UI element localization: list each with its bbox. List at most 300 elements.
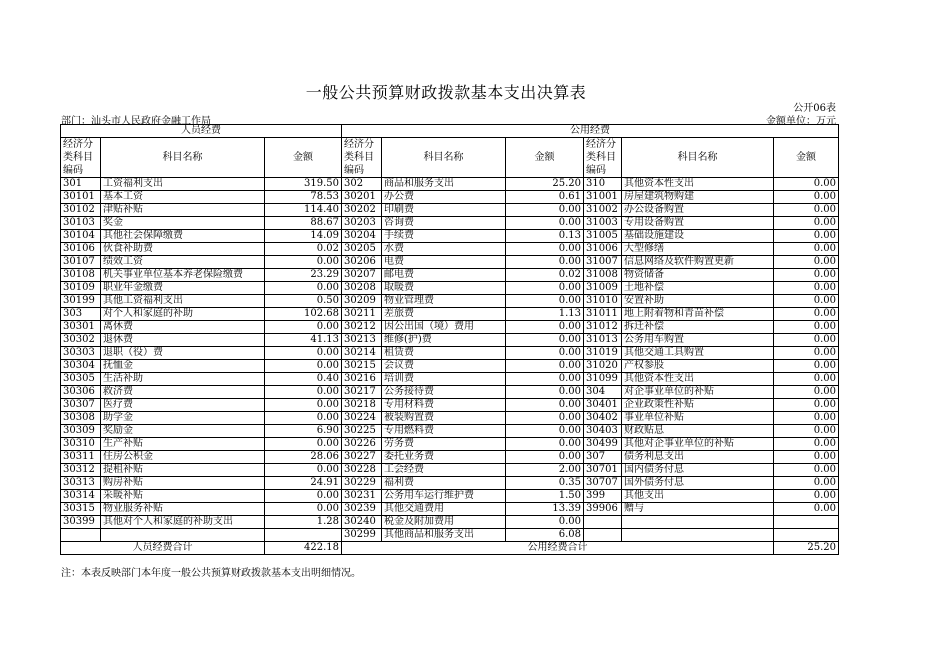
code-cell: 30310 xyxy=(61,438,101,451)
code-cell: 302 xyxy=(342,178,382,191)
code-cell: 30103 xyxy=(61,217,101,230)
code-cell: 30101 xyxy=(61,191,101,204)
amount-cell: 0.00 xyxy=(774,217,839,230)
code-cell: 31009 xyxy=(584,282,622,295)
name-cell: 工资福利支出 xyxy=(101,178,265,191)
code-cell: 30227 xyxy=(342,451,382,464)
amount-cell: 0.00 xyxy=(265,399,342,412)
table-row xyxy=(61,256,839,269)
amount-cell: 0.02 xyxy=(506,269,584,282)
name-cell: 其他交通工具购置 xyxy=(622,347,774,360)
code-cell: 30213 xyxy=(342,334,382,347)
amount-cell: 0.00 xyxy=(506,204,584,217)
code-cell: 30206 xyxy=(342,256,382,269)
table-row xyxy=(61,269,839,282)
code-cell: 30303 xyxy=(61,347,101,360)
name-cell: 津贴补贴 xyxy=(101,204,265,217)
public-total-label: 公用经费合计 xyxy=(342,542,774,555)
amount-cell: 25.20 xyxy=(506,178,584,191)
code-cell: 30399 xyxy=(61,516,101,529)
code-cell: 30314 xyxy=(61,490,101,503)
amount-cell: 0.00 xyxy=(774,412,839,425)
amount-cell: 0.00 xyxy=(265,438,342,451)
code-cell: 30306 xyxy=(61,386,101,399)
table-row xyxy=(61,204,839,217)
name-cell: 退休费 xyxy=(101,334,265,347)
code-cell: 30231 xyxy=(342,490,382,503)
amount-cell: 0.13 xyxy=(506,230,584,243)
code-cell: 30215 xyxy=(342,360,382,373)
name-cell: 奖金 xyxy=(101,217,265,230)
name-cell: 会议费 xyxy=(382,360,506,373)
code-cell: 31001 xyxy=(584,191,622,204)
code-cell: 30308 xyxy=(61,412,101,425)
code-cell: 30102 xyxy=(61,204,101,217)
amount-cell: 13.39 xyxy=(506,503,584,516)
header-amount: 金额 xyxy=(774,138,839,178)
table-row xyxy=(61,308,839,321)
table-row xyxy=(61,438,839,451)
amount-cell: 0.00 xyxy=(265,282,342,295)
name-cell: 救济费 xyxy=(101,386,265,399)
amount-cell: 0.00 xyxy=(265,490,342,503)
code-cell: 30305 xyxy=(61,373,101,386)
header-public: 公用经费 xyxy=(342,125,839,138)
name-cell: 国外债务付息 xyxy=(622,477,774,490)
amount-cell: 0.00 xyxy=(265,412,342,425)
amount-cell: 6.08 xyxy=(506,529,584,542)
name-cell xyxy=(622,516,774,529)
code-cell: 31012 xyxy=(584,321,622,334)
code-cell: 31006 xyxy=(584,243,622,256)
amount-cell: 0.00 xyxy=(506,256,584,269)
name-cell: 产权参股 xyxy=(622,360,774,373)
name-cell: 其他对企事业单位的补贴 xyxy=(622,438,774,451)
code-cell: 31008 xyxy=(584,269,622,282)
name-cell: 财政贴息 xyxy=(622,425,774,438)
name-cell: 其他商品和服务支出 xyxy=(382,529,506,542)
amount-cell: 102.68 xyxy=(265,308,342,321)
name-cell: 专用材料费 xyxy=(382,399,506,412)
name-cell: 退职（役）费 xyxy=(101,347,265,360)
amount-cell: 0.00 xyxy=(506,243,584,256)
code-cell: 30218 xyxy=(342,399,382,412)
code-cell: 31019 xyxy=(584,347,622,360)
amount-cell: 1.13 xyxy=(506,308,584,321)
amount-cell: 0.00 xyxy=(506,217,584,230)
name-cell: 其他对个人和家庭的补助支出 xyxy=(101,516,265,529)
amount-cell: 0.00 xyxy=(774,490,839,503)
amount-cell: 0.00 xyxy=(774,191,839,204)
amount-cell: 0.00 xyxy=(774,386,839,399)
code-cell: 30209 xyxy=(342,295,382,308)
code-cell: 30224 xyxy=(342,412,382,425)
table-row xyxy=(61,529,839,542)
amount-cell: 0.40 xyxy=(265,373,342,386)
amount-cell: 0.61 xyxy=(506,191,584,204)
name-cell: 离休费 xyxy=(101,321,265,334)
code-cell: 30309 xyxy=(61,425,101,438)
code-cell: 30208 xyxy=(342,282,382,295)
amount-cell: 23.29 xyxy=(265,269,342,282)
amount-cell: 0.00 xyxy=(506,399,584,412)
amount-cell: 0.00 xyxy=(265,321,342,334)
name-cell: 商品和服务支出 xyxy=(382,178,506,191)
header-amount: 金额 xyxy=(265,138,342,178)
name-cell xyxy=(622,529,774,542)
amount-cell: 0.00 xyxy=(774,477,839,490)
name-cell: 其他工资福利支出 xyxy=(101,295,265,308)
code-cell: 304 xyxy=(584,386,622,399)
header-code: 经济分类科目编码 xyxy=(342,138,382,178)
table-row xyxy=(61,451,839,464)
name-cell: 地上附着物和青苗补偿 xyxy=(622,308,774,321)
expenditure-table xyxy=(60,124,839,555)
code-cell: 310 xyxy=(584,178,622,191)
amount-cell: 0.00 xyxy=(774,243,839,256)
code-cell: 399 xyxy=(584,490,622,503)
name-cell: 劳务费 xyxy=(382,438,506,451)
amount-cell: 0.00 xyxy=(506,412,584,425)
name-cell: 维修(护)费 xyxy=(382,334,506,347)
name-cell: 国内债务付息 xyxy=(622,464,774,477)
code-cell: 30107 xyxy=(61,256,101,269)
name-cell: 债务利息支出 xyxy=(622,451,774,464)
personnel-total-label: 人员经费合计 xyxy=(61,542,265,555)
name-cell: 被装购置费 xyxy=(382,412,506,425)
name-cell: 咨询费 xyxy=(382,217,506,230)
name-cell: 物业管理费 xyxy=(382,295,506,308)
amount-cell: 0.00 xyxy=(774,399,839,412)
table-row xyxy=(61,347,839,360)
table-row xyxy=(61,373,839,386)
form-code: 公开06表 xyxy=(793,103,836,114)
table-row xyxy=(61,360,839,373)
code-cell: 31013 xyxy=(584,334,622,347)
table-row xyxy=(61,178,839,191)
amount-cell: 0.00 xyxy=(774,334,839,347)
code-cell: 30307 xyxy=(61,399,101,412)
name-cell: 培训费 xyxy=(382,373,506,386)
name-cell: 其他资本性支出 xyxy=(622,373,774,386)
name-cell: 机关事业单位基本养老保险缴费 xyxy=(101,269,265,282)
public-total-value: 25.20 xyxy=(774,542,839,555)
amount-cell: 0.00 xyxy=(506,373,584,386)
code-cell: 30701 xyxy=(584,464,622,477)
code-cell: 30217 xyxy=(342,386,382,399)
code-cell: 303 xyxy=(61,308,101,321)
code-cell: 30499 xyxy=(584,438,622,451)
amount-cell: 0.00 xyxy=(774,295,839,308)
amount-cell: 6.90 xyxy=(265,425,342,438)
code-cell xyxy=(584,529,622,542)
code-cell: 30304 xyxy=(61,360,101,373)
code-cell: 30202 xyxy=(342,204,382,217)
amount-cell: 88.67 xyxy=(265,217,342,230)
name-cell: 绩效工资 xyxy=(101,256,265,269)
page-title: 一般公共预算财政拨款基本支出决算表 xyxy=(305,83,587,102)
name-cell: 事业单位补贴 xyxy=(622,412,774,425)
code-cell: 30313 xyxy=(61,477,101,490)
amount-cell: 0.00 xyxy=(506,334,584,347)
amount-cell: 0.00 xyxy=(506,516,584,529)
table-row xyxy=(61,399,839,412)
amount-cell: 14.09 xyxy=(265,230,342,243)
amount-cell: 0.00 xyxy=(774,321,839,334)
code-cell: 30229 xyxy=(342,477,382,490)
code-cell: 39906 xyxy=(584,503,622,516)
code-cell: 31020 xyxy=(584,360,622,373)
code-cell xyxy=(584,516,622,529)
name-cell: 抚恤金 xyxy=(101,360,265,373)
amount-cell: 0.00 xyxy=(506,438,584,451)
name-cell: 物资储备 xyxy=(622,269,774,282)
header-name: 科目名称 xyxy=(101,138,265,178)
table-row xyxy=(61,282,839,295)
code-cell: 30312 xyxy=(61,464,101,477)
amount-cell: 0.00 xyxy=(506,360,584,373)
amount-cell: 0.00 xyxy=(265,503,342,516)
amount-cell: 0.00 xyxy=(506,451,584,464)
name-cell: 福利费 xyxy=(382,477,506,490)
name-cell: 土地补偿 xyxy=(622,282,774,295)
code-cell: 30104 xyxy=(61,230,101,243)
name-cell: 专用设备购置 xyxy=(622,217,774,230)
amount-cell: 78.53 xyxy=(265,191,342,204)
amount-cell: 0.00 xyxy=(265,464,342,477)
name-cell: 工会经费 xyxy=(382,464,506,477)
name-cell: 差旅费 xyxy=(382,308,506,321)
code-cell: 30240 xyxy=(342,516,382,529)
amount-cell: 0.00 xyxy=(506,386,584,399)
code-cell: 30311 xyxy=(61,451,101,464)
name-cell: 专用燃料费 xyxy=(382,425,506,438)
name-cell: 职业年金缴费 xyxy=(101,282,265,295)
table-row xyxy=(61,243,839,256)
amount-cell: 0.00 xyxy=(774,438,839,451)
amount-cell: 24.91 xyxy=(265,477,342,490)
amount-cell: 0.00 xyxy=(774,230,839,243)
code-cell: 30228 xyxy=(342,464,382,477)
name-cell: 水费 xyxy=(382,243,506,256)
name-cell: 因公出国（境）费用 xyxy=(382,321,506,334)
code-cell: 30106 xyxy=(61,243,101,256)
name-cell: 办公费 xyxy=(382,191,506,204)
header-personnel: 人员经费 xyxy=(61,125,342,138)
name-cell: 其他资本性支出 xyxy=(622,178,774,191)
code-cell: 30301 xyxy=(61,321,101,334)
code-cell: 30201 xyxy=(342,191,382,204)
name-cell: 公务接待费 xyxy=(382,386,506,399)
code-cell: 30212 xyxy=(342,321,382,334)
amount-cell: 0.00 xyxy=(774,256,839,269)
amount-cell: 41.13 xyxy=(265,334,342,347)
name-cell: 生活补助 xyxy=(101,373,265,386)
amount-cell: 0.00 xyxy=(774,425,839,438)
name-cell: 房屋建筑物购建 xyxy=(622,191,774,204)
table-row xyxy=(61,386,839,399)
code-cell: 30403 xyxy=(584,425,622,438)
name-cell: 印刷费 xyxy=(382,204,506,217)
amount-cell: 0.00 xyxy=(774,373,839,386)
amount-cell: 0.00 xyxy=(265,347,342,360)
table-row xyxy=(61,321,839,334)
amount-cell: 0.35 xyxy=(506,477,584,490)
table-row xyxy=(61,477,839,490)
name-cell: 取暖费 xyxy=(382,282,506,295)
name-cell: 其他社会保障缴费 xyxy=(101,230,265,243)
code-cell: 31011 xyxy=(584,308,622,321)
table-row xyxy=(61,425,839,438)
amount-cell: 1.50 xyxy=(506,490,584,503)
code-cell: 30707 xyxy=(584,477,622,490)
amount-cell: 0.00 xyxy=(774,308,839,321)
amount-cell: 0.00 xyxy=(265,256,342,269)
name-cell: 奖励金 xyxy=(101,425,265,438)
code-cell: 30302 xyxy=(61,334,101,347)
table-row xyxy=(61,217,839,230)
name-cell: 基础设施建设 xyxy=(622,230,774,243)
code-cell: 30205 xyxy=(342,243,382,256)
header-amount: 金额 xyxy=(506,138,584,178)
amount-cell: 0.02 xyxy=(265,243,342,256)
code-cell: 30239 xyxy=(342,503,382,516)
amount-cell: 0.00 xyxy=(774,178,839,191)
department-label: 部门：汕头市人民政府金融工作局 xyxy=(61,116,211,127)
name-cell: 基本工资 xyxy=(101,191,265,204)
code-cell: 30108 xyxy=(61,269,101,282)
code-cell: 30207 xyxy=(342,269,382,282)
code-cell: 30109 xyxy=(61,282,101,295)
table-row xyxy=(61,295,839,308)
name-cell: 企业政策性补贴 xyxy=(622,399,774,412)
code-cell: 31099 xyxy=(584,373,622,386)
code-cell: 30226 xyxy=(342,438,382,451)
name-cell: 公务用车运行维护费 xyxy=(382,490,506,503)
table-row xyxy=(61,334,839,347)
code-cell: 31010 xyxy=(584,295,622,308)
amount-cell: 0.50 xyxy=(265,295,342,308)
table-row xyxy=(61,503,839,516)
name-cell: 大型修缮 xyxy=(622,243,774,256)
amount-cell: 1.28 xyxy=(265,516,342,529)
code-cell: 30214 xyxy=(342,347,382,360)
name-cell: 安置补助 xyxy=(622,295,774,308)
name-cell: 助学金 xyxy=(101,412,265,425)
name-cell: 其他交通费用 xyxy=(382,503,506,516)
amount-cell: 0.00 xyxy=(774,360,839,373)
name-cell: 赠与 xyxy=(622,503,774,516)
amount-cell: 0.00 xyxy=(506,282,584,295)
name-cell xyxy=(101,529,265,542)
name-cell: 信息网络及软件购置更新 xyxy=(622,256,774,269)
code-cell: 30199 xyxy=(61,295,101,308)
code-cell: 30315 xyxy=(61,503,101,516)
name-cell: 提租补贴 xyxy=(101,464,265,477)
amount-cell: 0.00 xyxy=(506,321,584,334)
name-cell: 租赁费 xyxy=(382,347,506,360)
header-code: 经济分类科目编码 xyxy=(584,138,622,178)
amount-cell: 0.00 xyxy=(506,295,584,308)
header-code: 经济分类科目编码 xyxy=(61,138,101,178)
amount-cell xyxy=(774,516,839,529)
amount-cell: 28.06 xyxy=(265,451,342,464)
amount-cell: 0.00 xyxy=(506,425,584,438)
table-row xyxy=(61,464,839,477)
name-cell: 购房补贴 xyxy=(101,477,265,490)
name-cell: 办公设备购置 xyxy=(622,204,774,217)
table-row xyxy=(61,230,839,243)
amount-cell: 0.00 xyxy=(774,204,839,217)
code-cell: 31007 xyxy=(584,256,622,269)
amount-cell: 0.00 xyxy=(506,347,584,360)
name-cell: 邮电费 xyxy=(382,269,506,282)
name-cell: 住房公积金 xyxy=(101,451,265,464)
code-cell: 30204 xyxy=(342,230,382,243)
code-cell: 30299 xyxy=(342,529,382,542)
header-name: 科目名称 xyxy=(382,138,506,178)
table-row xyxy=(61,191,839,204)
table-row xyxy=(61,490,839,503)
personnel-total-value: 422.18 xyxy=(265,542,342,555)
amount-cell: 0.00 xyxy=(774,347,839,360)
amount-cell xyxy=(774,529,839,542)
name-cell: 采暖补贴 xyxy=(101,490,265,503)
code-cell: 30216 xyxy=(342,373,382,386)
amount-cell: 114.40 xyxy=(265,204,342,217)
name-cell: 委托业务费 xyxy=(382,451,506,464)
unit-label: 金额单位：万元 xyxy=(766,116,836,127)
amount-cell: 0.00 xyxy=(774,269,839,282)
code-cell: 30211 xyxy=(342,308,382,321)
code-cell: 307 xyxy=(584,451,622,464)
amount-cell: 0.00 xyxy=(774,503,839,516)
name-cell: 医疗费 xyxy=(101,399,265,412)
amount-cell xyxy=(265,529,342,542)
name-cell: 公务用车购置 xyxy=(622,334,774,347)
code-cell: 301 xyxy=(61,178,101,191)
code-cell: 31002 xyxy=(584,204,622,217)
amount-cell: 319.50 xyxy=(265,178,342,191)
header-name: 科目名称 xyxy=(622,138,774,178)
name-cell: 物业服务补贴 xyxy=(101,503,265,516)
code-cell: 30401 xyxy=(584,399,622,412)
amount-cell: 2.00 xyxy=(506,464,584,477)
name-cell: 其他支出 xyxy=(622,490,774,503)
name-cell: 税金及附加费用 xyxy=(382,516,506,529)
code-cell xyxy=(61,529,101,542)
name-cell: 手续费 xyxy=(382,230,506,243)
footnote: 注：本表反映部门本年度一般公共预算财政拨款基本支出明细情况。 xyxy=(61,568,361,579)
code-cell: 30225 xyxy=(342,425,382,438)
amount-cell: 0.00 xyxy=(774,282,839,295)
table-row xyxy=(61,516,839,529)
code-cell: 30203 xyxy=(342,217,382,230)
name-cell: 对个人和家庭的补助 xyxy=(101,308,265,321)
table-row xyxy=(61,412,839,425)
code-cell: 31003 xyxy=(584,217,622,230)
name-cell: 对企事业单位的补贴 xyxy=(622,386,774,399)
code-cell: 31005 xyxy=(584,230,622,243)
code-cell: 30402 xyxy=(584,412,622,425)
amount-cell: 0.00 xyxy=(265,386,342,399)
amount-cell: 0.00 xyxy=(774,451,839,464)
amount-cell: 0.00 xyxy=(774,464,839,477)
name-cell: 电费 xyxy=(382,256,506,269)
name-cell: 生产补贴 xyxy=(101,438,265,451)
name-cell: 伙食补助费 xyxy=(101,243,265,256)
name-cell: 拆迁补偿 xyxy=(622,321,774,334)
